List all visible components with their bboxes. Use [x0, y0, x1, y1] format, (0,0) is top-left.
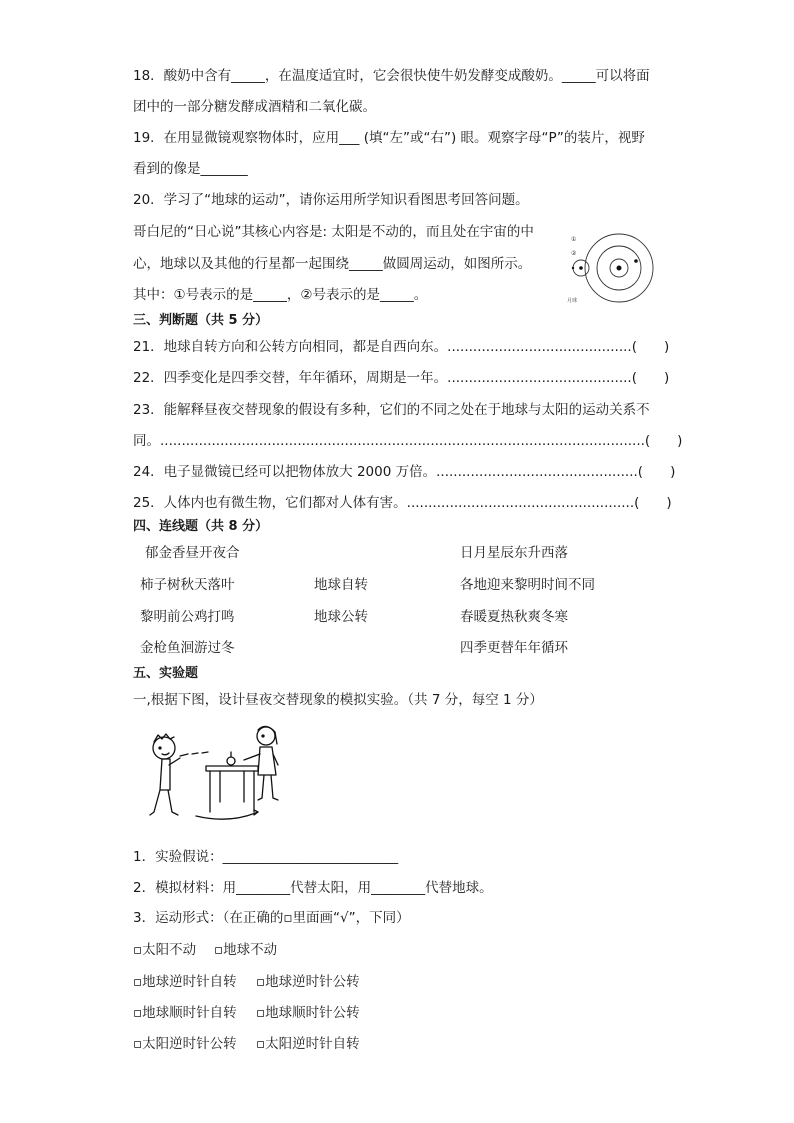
heliocentric-diagram	[563, 228, 663, 308]
match-left-4: 金枪鱼洄游过冬	[140, 640, 235, 656]
section4-title: 四、连线题（共 8 分）	[133, 519, 269, 534]
match-left-1: 郁金香昼开夜合	[145, 545, 240, 561]
match-middle-1: 地球自转	[314, 577, 368, 593]
diagram-moon-label: 月球	[567, 298, 578, 304]
table-with-globe	[206, 752, 258, 812]
match-right-3: 春暖夏热秋爽冬寒	[460, 609, 568, 625]
option-earth-cw-revolution[interactable]: ▫地球顺时针公转	[256, 1005, 360, 1021]
experiment-illustration	[140, 720, 300, 825]
diagram-label-2: ②	[571, 250, 577, 257]
match-left-3: 黎明前公鸡打鸣	[140, 609, 235, 625]
section5-subtitle: 一,根据下图，设计昼夜交替现象的模拟实验。（共 7 分，每空 1 分）	[133, 692, 543, 708]
q21: 21．地球自转方向和公转方向相同，都是自西向东。...........................................( )	[133, 339, 670, 355]
sun-dot	[617, 266, 622, 271]
experiment-item1: 1．实验假说：__________________________	[133, 849, 399, 865]
q19-line2: 看到的像是_______	[133, 161, 248, 177]
option-sun-still[interactable]: ▫太阳不动	[133, 942, 197, 958]
girl-figure	[244, 726, 278, 800]
match-right-4: 四季更替年年循环	[460, 640, 568, 656]
q20-line4: 其中：①号表示的是_____，②号表示的是_____。	[133, 287, 428, 303]
planet-dot	[634, 259, 638, 263]
match-middle-2: 地球公转	[314, 609, 368, 625]
match-right-2: 各地迎来黎明时间不同	[460, 577, 595, 593]
q25: 25．人体内也有微生物，它们都对人体有害。.....................................................( )	[133, 495, 672, 511]
q20-line2: 哥白尼的“日心说”其核心内容是: 太阳是不动的，而且处在宇宙的中	[133, 224, 534, 240]
flashlight-icon	[180, 752, 208, 756]
q23-line2: 同。.................................................................................................................( )	[133, 433, 683, 449]
option-earth-ccw-revolution[interactable]: ▫地球逆时针公转	[256, 974, 360, 990]
option-sun-ccw-revolution[interactable]: ▫太阳逆时针公转	[133, 1036, 237, 1052]
q19-line1: 19．在用显微镜观察物体时，应用___ (填“左”或“右”) 眼。观察字母“P”的装片，视野	[133, 130, 645, 146]
section5-title: 五、实验题	[133, 666, 199, 681]
match-left-2: 柿子树秋天落叶	[140, 577, 235, 593]
section3-title: 三、判断题（共 5 分）	[133, 313, 269, 328]
q23-line1: 23．能解释昼夜交替现象的假设有多种，它们的不同之处在于地球与太阳的运动关系不	[133, 402, 650, 418]
orbit-arrow	[196, 812, 258, 819]
q18-line2: 团中的一部分糖发酵成酒精和二氧化碳。	[133, 99, 376, 115]
q24: 24．电子显微镜已经可以把物体放大 2000 万倍。...............................................( )	[133, 464, 676, 480]
option-earth-ccw-rotation[interactable]: ▫地球逆时针自转	[133, 974, 237, 990]
experiment-item3: 3．运动形式：（在正确的▫里面画“√”，下同）	[133, 910, 410, 926]
moon-dot	[572, 267, 574, 269]
diagram-label-1: ①	[571, 236, 577, 243]
earth-dot	[579, 266, 583, 270]
option-earth-cw-rotation[interactable]: ▫地球顺时针自转	[133, 1005, 237, 1021]
experiment-item2: 2．模拟材料：用________代替太阳，用________代替地球。	[133, 880, 493, 896]
match-right-1: 日月星辰东升西落	[460, 545, 568, 561]
boy-figure	[150, 734, 180, 815]
option-earth-still[interactable]: ▫地球不动	[214, 942, 278, 958]
q20-line1: 20．学习了“地球的运动”，请你运用所学知识看图思考回答问题。	[133, 192, 529, 208]
q20-line3: 心，地球以及其他的行星都一起围绕_____做圆周运动，如图所示。	[133, 256, 532, 272]
q22: 22．四季变化是四季交替，年年循环，周期是一年。...........................................( )	[133, 370, 670, 386]
q18-line1: 18．酸奶中含有_____，在温度适宜时，它会很快使牛奶发酵变成酸奶。_____可以将面	[133, 68, 650, 84]
option-sun-ccw-rotation[interactable]: ▫太阳逆时针自转	[256, 1036, 360, 1052]
